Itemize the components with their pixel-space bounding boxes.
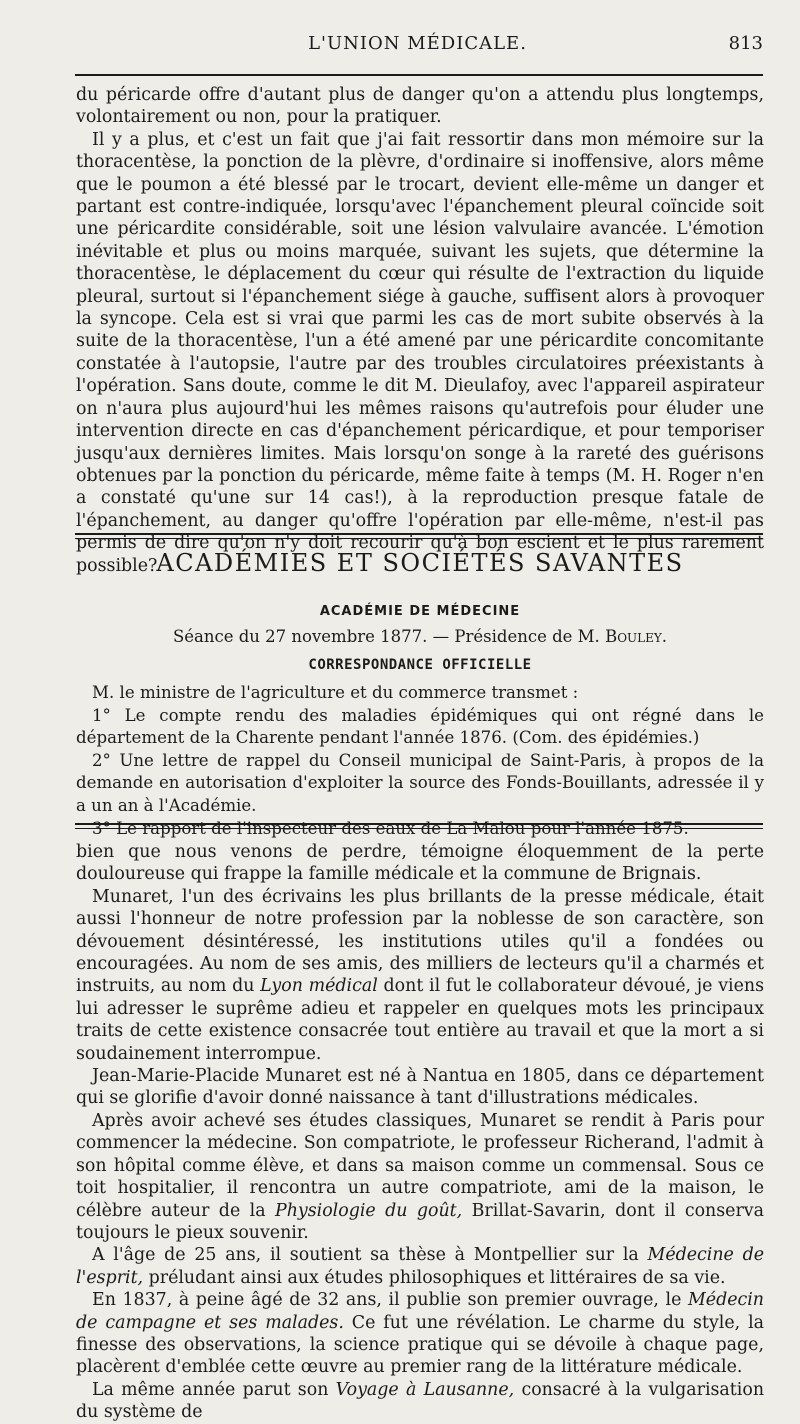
page-number: 813: [728, 33, 763, 54]
paragraph: du péricarde offre d'autant plus de danger qu'on a attendu plus longtemps, volontairement ou non, pour la pratiquer.: [76, 85, 764, 128]
thesis-title: Médecine de l'esprit,: [76, 1245, 764, 1288]
paragraph: bien que nous venons de perdre, témoigne éloquemment de la perte douloureuse qui frappe la famille médicale et la commune de Brignais.: [76, 842, 764, 885]
correspondence-intro: M. le ministre de l'agriculture et du commerce transmet :: [92, 683, 579, 702]
correspondence-item: 3° Le rapport de l'inspecteur des eaux de La Malou pour l'année 1875.: [92, 818, 689, 838]
running-title: L'UNION MÉDICALE.: [308, 33, 527, 54]
section-separator: [75, 823, 763, 829]
paragraph: Après avoir achevé ses études classiques, Munaret se rendit à Paris pour commencer la médecine. Son compatriote, le professeur Richerand, l'admit à son hôpital comme élève, et dans sa maison comme un commensal. Sous ce toit hospitalier, il rencontra un autre compatriote, ami de la maison, le célèbre auteur de la Physiologie du goût, Brillat-Savarin, dont il conserva toujours le pieux souvenir.: [76, 1110, 764, 1243]
correspondence-item: 2° Une lettre de rappel du Conseil municipal de Saint-Paris, à propos de la demande en autorisation d'exploiter la source des Fonds-Bouillants, adressée il y a un an à l'Académie.: [76, 750, 764, 815]
correspondence-title: CORRESPONDANCE OFFICIELLE: [308, 657, 532, 673]
page-header: [70, 33, 765, 63]
paragraph: En 1837, à peine âgé de 32 ans, il publie son premier ouvrage, le Médecin de campagne et ses malades. Ce fut une révélation. Le charme du style, la finesse des observations, la science pratique qui se dévoile à chaque page, placèrent d'emblée cette œuvre au premier rang de la littérature médicale.: [76, 1290, 765, 1378]
correspondence-list: [76, 682, 764, 840]
paragraph: Il y a plus, et c'est un fait que j'ai fait ressortir dans mon mémoire sur la thoracentèse, la ponction de la plèvre, d'ordinaire si inoffensive, alors même que le poumon a été blessé par le trocart, devient elle-même un danger et partant est contre-indiquée, lorsqu'avec l'épanchement pleural coïncide soit une péricardite considérable, soit une lésion valvulaire avancée. L'émotion inévitable et plus ou moins marquée, suivant les sujets, que détermine la thoracentèse, le déplacement du cœur qui résulte de l'extraction du liquide pleural, surtout si l'épanchement siége à gauche, suffisent alors à provoquer la syncope. Cela est si vrai que parmi les cas de mort subite observés à la suite de la thoracentèse, l'un a été amené par une péricardite concomitante constatée à l'autopsie, l'autre par des troubles circulatoires préexistants à l'opération. Sans doute, comme le dit M. Dieulafoy, avec l'appareil aspirateur on n'aura plus aujourd'hui les mêmes raisons qu'autrefois pour éluder une intervention directe en cas d'épanchement péricardique, et pour temporiser jusqu'aux dernières limites. Mais lorsqu'on songe à la rareté des guérisons obtenues par la ponction du péricarde, même faite à temps (M. H. Roger n'en a constaté qu'une sur 14 cas!), à la reproduction presque fatale de l'épanchement, au danger qu'offre l'opération par elle-même, n'est-il pas permis de dire qu'on n'y doit recourir qu'à bon escient et le plus rarement possible?: [76, 129, 764, 576]
paragraph: A l'âge de 25 ans, il soutient sa thèse à Montpellier sur la Médecine de l'esprit, préludant ainsi aux études philosophiques et littéraires de sa vie.: [76, 1245, 764, 1288]
section-separator: [75, 533, 763, 539]
obituary-text: [76, 841, 764, 1424]
session-line: [76, 627, 764, 646]
paragraph: Munaret, l'un des écrivains les plus brillants de la presse médicale, était aussi l'honneur de notre profession par la noblesse de son caractère, son dévouement désintéressé, les institutions utiles qu'il a fondées ou encouragées. Au nom de ses amis, des milliers de lecteurs qu'il a charmés et instruits, au nom du Lyon médical dont il fut le collaborateur dévoué, je viens lui adresser le suprême adieu et rappeler en quelques mots les principaux traits de cette existence consacrée tout entière au travail et que la mort a si soudainement interrompue.: [76, 886, 764, 1064]
session-date: Séance du 27 novembre 1877. — Présidence de M.: [172, 627, 600, 646]
paragraph: Jean-Marie-Placide Munaret est né à Nantua en 1805, dans ce département qui se glorifie d'avoir donné naissance à tant d'illustrations médicales.: [76, 1066, 764, 1109]
session-president: Bouley.: [605, 627, 668, 646]
paragraph: La même année parut son Voyage à Lausanne, consacré à la vulgarisation du système de: [76, 1379, 765, 1423]
journal-title: Lyon médical: [260, 976, 378, 997]
book-title: Médecin de campagne et ses malades.: [76, 1290, 765, 1333]
header-rule: [75, 74, 763, 76]
section-title: ACADÉMIES ET SOCIÉTÉS SAVANTES: [156, 549, 684, 577]
academy-subtitle: ACADÉMIE DE MÉDECINE: [319, 604, 521, 619]
article-continuation: [76, 84, 764, 577]
book-title: Voyage à Lausanne,: [335, 1379, 515, 1400]
correspondence-item: 1° Le compte rendu des maladies épidémiques qui ont régné dans le département de la Charente pendant l'année 1876. (Com. des épidémies.): [76, 705, 764, 748]
book-title: Physiologie du goût,: [275, 1200, 463, 1221]
